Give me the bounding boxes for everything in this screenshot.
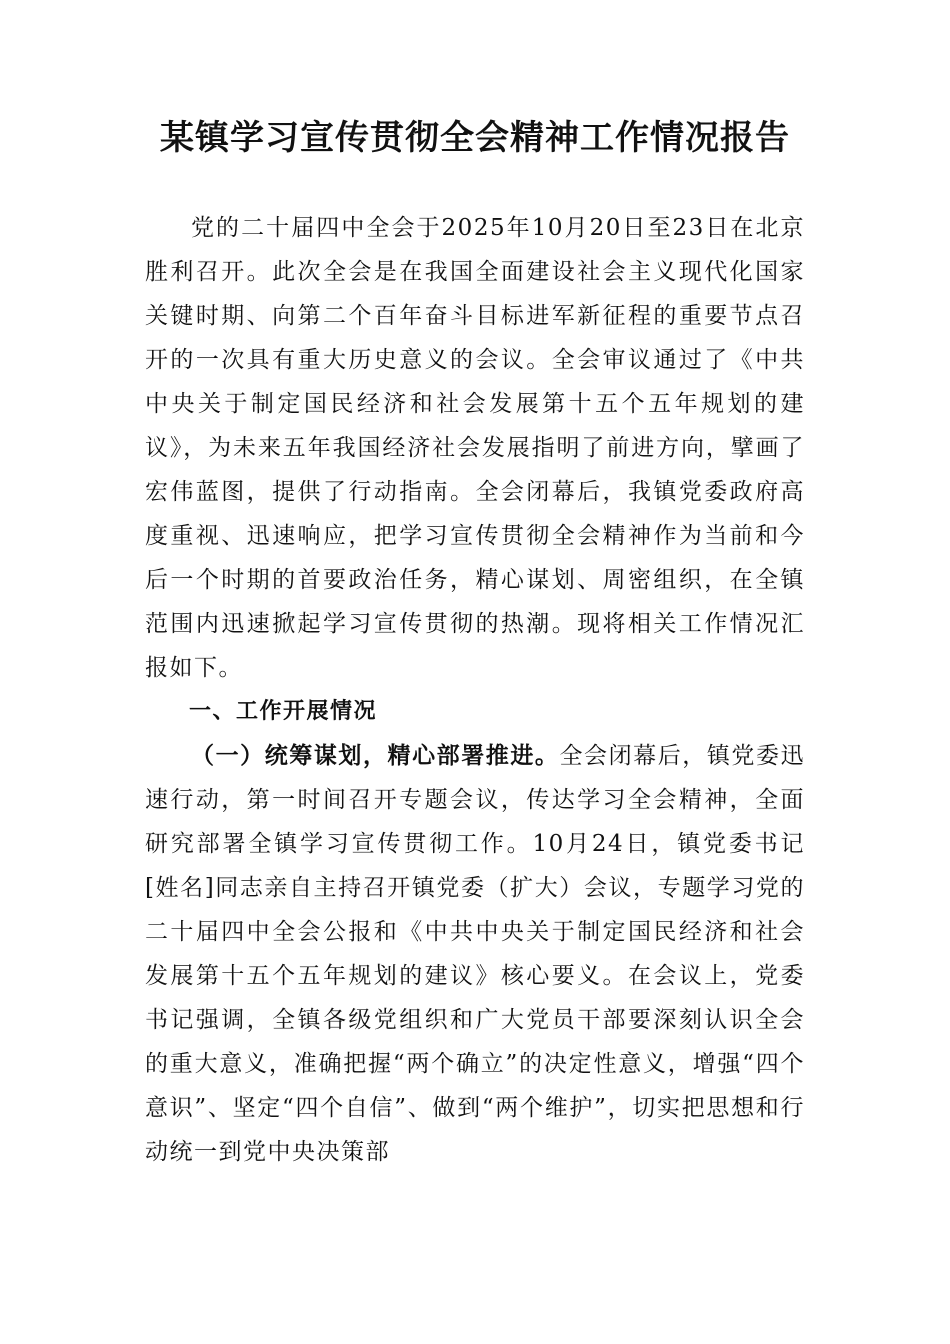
section-heading-work-progress: 一、工作开展情况 <box>189 699 378 724</box>
document-title: 某镇学习宣传贯彻全会精神工作情况报告 <box>160 118 790 158</box>
subsection-text: 全会闭幕后，镇党委迅速行动，第一时间召开专题会议，传达学习全会精神，全面研究部署全镇学习宣传贯彻工作。10月24日，镇党委书记[姓名]同志亲自主持召开镇党委（扩大）会议，专题学习党的二十届四中全会公报和《中共中央关于制定国民经济和社会发展第十五个五年规划的建议》核心要义。在会议上，党委书记强调，全镇各级党组织和广大党员干部要深刻认识全会的重大意义，准确把握“两个确立”的决定性意义，增强“四个意识”、坚定“四个自信”、做到“两个维护”，切实把思想和行动统一到党中央决策部 <box>145 743 805 1165</box>
document-body <box>145 206 805 1174</box>
intro-paragraph: 党的二十届四中全会于2025年10月20日至23日在北京胜利召开。此次全会是在我国全面建设社会主义现代化国家关键时期、向第二个百年奋斗目标进军新征程的重要节点召开的一次具有重大历史意义的会议。全会审议通过了《中共中央关于制定国民经济和社会发展第十五个五年规划的建议》，为未来五年我国经济社会发展指明了前进方向，擘画了宏伟蓝图，提供了行动指南。全会闭幕后，我镇党委政府高度重视、迅速响应，把学习宣传贯彻全会精神作为当前和今后一个时期的首要政治任务，精心谋划、周密组织，在全镇范围内迅速掀起学习宣传贯彻的热潮。现将相关工作情况汇报如下。 <box>145 215 805 681</box>
subsection-paragraph <box>145 734 805 1174</box>
subsection-heading: （一）统筹谋划，精心部署推进。 <box>191 742 560 769</box>
